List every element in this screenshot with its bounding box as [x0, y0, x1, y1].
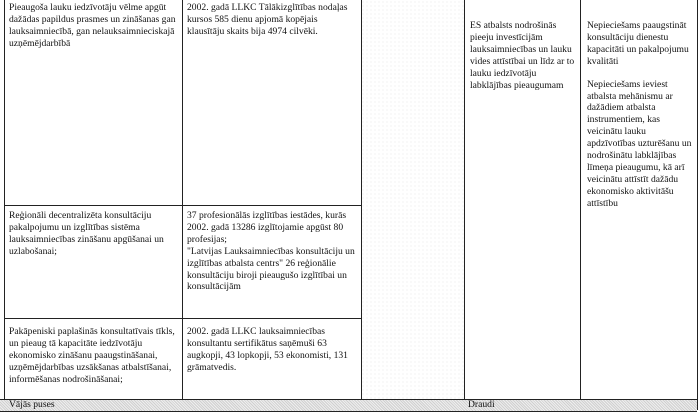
- need-text-1: Nepieciešams paaugstināt konsultāciju dienestu kapacitāti un pakalpojumu kvalitāti: [587, 20, 689, 67]
- evidence-cell-2: [187, 210, 357, 293]
- needs-cell: [587, 20, 693, 210]
- strength-text: Pakāpeniski paplašinās konsultatīvais tīkls, un pieaug tā kapacitāte iedzīvotāju ekonomisko zināšanu paaugstināšanai, uzņēmējdarbības uzsākšanas atbalstīšanai, informēšanas nodrošināšanai;: [9, 326, 175, 385]
- row-rule: [4, 318, 362, 319]
- strength-text: Reģionāli decentralizēta konsultāciju pakalpojumu un izglītības sistēma lauksaimniecības zināšanu apgūšanai un uzlabošanai;: [9, 210, 164, 257]
- opportunity-text: ES atbalsts nodrošinās pieeju investīcijām lauksaimniecības un lauku vides attīstībai un līdz ar to lauku iedzīvotāju labklājības pieaugumam: [470, 20, 575, 91]
- column-rule: [580, 0, 581, 410]
- evidence-text: 37 profesionālās izglītības iestādes, kurās 2002. gadā 13286 izglītojamie apgūst 80 profesijas;: [187, 210, 347, 245]
- need-text-2: Nepieciešams ieviest atbalsta mehānismu ar dažādiem atbalsta instrumentiem, kas veicinātu lauku apdzīvotības uzturēšanu un nodrošinātu labklājības līmeņa pieaugumu, kā arī veicinātu attīstīt dažādu ekonomisko aktivitāšu attīstību: [587, 78, 692, 209]
- strength-cell-1: [9, 2, 179, 50]
- empty-column-texture: [361, 0, 464, 399]
- evidence-text: 2002. gadā LLKC Tālākizglītības nodaļas kursos 585 dienu apjomā kopējais klausītāju skaits bija 4974 cilvēki.: [187, 2, 348, 37]
- threats-heading: Draudi: [468, 399, 495, 410]
- strength-cell-3: [9, 326, 179, 386]
- column-rule: [464, 0, 465, 410]
- section-header-bar: [0, 399, 697, 412]
- evidence-text: 2002. gadā LLKC lauksaimniecības konsultantu sertifikātus saņēmuši 63 augkopji, 43 lopkopji, 53 ekonomisti, 131 grāmatvedis.: [187, 326, 348, 373]
- evidence-cell-3: [187, 326, 357, 374]
- column-rule: [697, 0, 698, 410]
- weaknesses-heading: Vājās puses: [9, 399, 55, 410]
- evidence-cell-1: [187, 2, 357, 38]
- row-rule: [4, 205, 362, 206]
- evidence-text: "Latvijas Lauksaimniecības konsultāciju un izglītības atbalsta centrs" 26 reģionālie konsultāciju biroji pieaugušo izglītībai un konsultācijām: [187, 245, 355, 293]
- strength-text: Pieaugoša lauku iedzīvotāju vēlme apgūt dažādas papildus prasmes un zināšanas gan lauksaimniecībā, gan nelauksaimnieciskajā uzņēmējdarbībā: [9, 2, 176, 49]
- strength-cell-2: [9, 210, 179, 258]
- opportunity-cell: [470, 20, 576, 91]
